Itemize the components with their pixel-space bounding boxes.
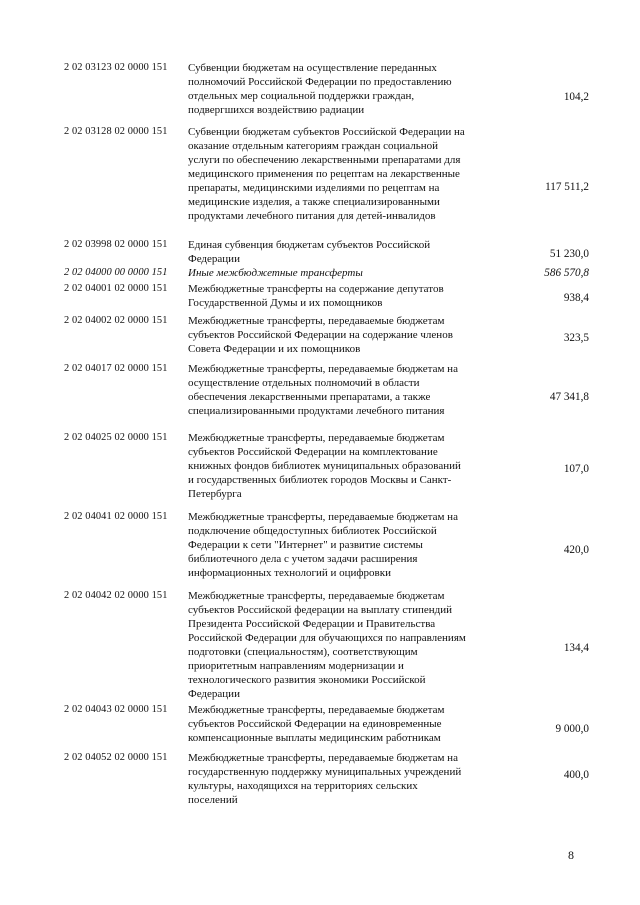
budget-code: 2 02 04017 02 0000 151 [64,363,168,374]
budget-code: 2 02 03128 02 0000 151 [64,126,168,137]
budget-description: Межбюджетные трансферты, передаваемые бюджетам субъектов Российской Федерации на единовременные компенсационные выплаты медицинским работникам [188,704,445,744]
budget-amount: 134,4 [563,642,589,654]
budget-description: Межбюджетные трансферты, передаваемые бюджетам субъектов Российской Федерации на комплектование книжных фондов библиотек муниципальных образований и государственных библиотек городов Москвы и Санкт- Петербурга [188,432,461,500]
budget-description: Иные межбюджетные трансферты [188,267,363,279]
budget-amount: 107,0 [563,463,589,475]
budget-description: Межбюджетные трансферты, передаваемые бюджетам на государственную поддержку муниципальных учреждений культуры, находящихся на территориях сельских поселений [188,752,462,806]
budget-description: Межбюджетные трансферты, передаваемые бюджетам субъектов Российской Федерации на содержание членов Совета Федерации и их помощников [188,315,453,355]
budget-amount: 400,0 [563,769,589,781]
budget-amount: 586 570,8 [544,267,589,279]
budget-code: 2 02 04042 02 0000 151 [64,590,168,601]
budget-code: 2 02 04052 02 0000 151 [64,752,168,763]
budget-amount: 323,5 [563,332,589,344]
budget-description: Субвенции бюджетам субъектов Российской Федерации на оказание отдельным категориям граждан социальной услуги по обеспечению лекарственными препаратами для медицинского применения по рецептам на лекарственные препараты, медицинскими изделиями по рецептам на медицинские изделия, а также специализированными продуктами лечебного питания для детей-инвалидов [188,126,465,222]
budget-amount: 51 230,0 [549,248,589,260]
budget-amount: 938,4 [563,292,589,304]
budget-code: 2 02 03998 02 0000 151 [64,239,168,250]
budget-description: Субвенции бюджетам на осуществление переданных полномочий Российской Федерации по предоставлению отдельных мер социальной поддержки граждан, подвергшихся воздействию радиации [188,62,452,116]
budget-amount: 47 341,8 [549,391,589,403]
budget-code: 2 02 04002 02 0000 151 [64,315,168,326]
budget-amount: 104,2 [563,91,589,103]
budget-code: 2 02 04000 00 0000 151 [64,267,168,278]
budget-amount: 9 000,0 [555,723,589,735]
budget-amount: 420,0 [563,544,589,556]
budget-description: Межбюджетные трансферты, передаваемые бюджетам на осуществление отдельных полномочий в области обеспечения лекарственными препаратами, а также специализированными продуктами лечебного питания [188,363,458,417]
budget-amount: 117 511,2 [545,181,589,193]
budget-code: 2 02 04001 02 0000 151 [64,283,168,294]
budget-description: Межбюджетные трансферты, передаваемые бюджетам субъектов Российской федерации на выплату стипендий Президента Российской Федерации и Правительства Российской Федерации для обучающихся по направлениям подготовки (специальностям), соответствующим приоритетным направлениям модернизации и технологического развития экономики Российской Федерации [188,590,466,700]
budget-description: Единая субвенция бюджетам субъектов Российской Федерации [188,239,431,265]
budget-code: 2 02 04043 02 0000 151 [64,704,168,715]
budget-code: 2 02 04041 02 0000 151 [64,511,168,522]
budget-description: Межбюджетные трансферты, передаваемые бюджетам на подключение общедоступных библиотек Российской Федерации к сети "Интернет" и развитие системы библиотечного дела с учетом задачи расширения информационных технологий и оцифровки [188,511,458,579]
budget-description: Межбюджетные трансферты на содержание депутатов Государственной Думы и их помощников [188,283,444,309]
page-number: 8 [568,848,574,862]
budget-code: 2 02 03123 02 0000 151 [64,62,168,73]
budget-code: 2 02 04025 02 0000 151 [64,432,168,443]
